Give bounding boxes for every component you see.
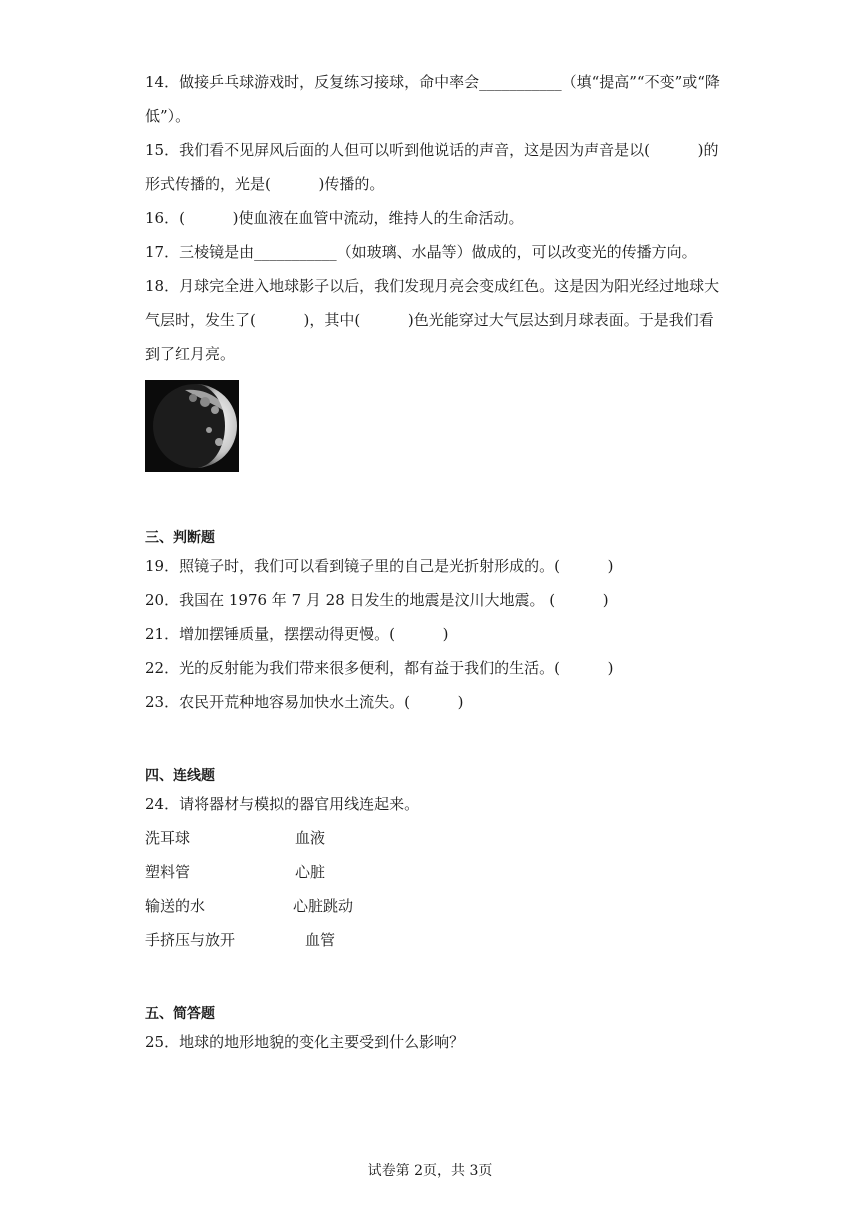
question-15-line2: 形式传播的，光是( )传播的。	[145, 175, 385, 193]
question-21: 21．增加摆锤质量，摆摆动得更慢。( )	[145, 625, 449, 643]
section-3-heading: 三、判断题	[145, 530, 215, 546]
match-right-item: 心脏	[295, 863, 326, 881]
match-right-item: 血管	[305, 931, 336, 949]
question-24: 24．请将器材与模拟的器官用线连起来。	[145, 795, 420, 813]
moon-image	[145, 380, 239, 472]
section-5-heading: 五、简答题	[145, 1006, 215, 1022]
match-right-item: 心脏跳动	[293, 897, 354, 915]
moon-icon	[145, 380, 239, 472]
match-left-item: 手挤压与放开	[145, 931, 236, 949]
question-16: 16．( )使血液在血管中流动，维持人的生命活动。	[145, 209, 524, 227]
question-18-line2: 气层时，发生了( )，其中( )色光能穿过大气层达到月球表面。于是我们看	[145, 311, 714, 329]
match-left-item: 输送的水	[145, 897, 206, 915]
section-4-heading: 四、连线题	[145, 768, 215, 784]
question-22: 22．光的反射能为我们带来很多便利，都有益于我们的生活。( )	[145, 659, 614, 677]
question-14-line1: 14．做接乒乓球游戏时，反复练习接球，命中率会___________（填“提高”“不变”或“降	[145, 73, 720, 91]
question-18-line3: 到了红月亮。	[145, 345, 236, 363]
question-14-line2: 低”）。	[145, 107, 191, 125]
question-19: 19．照镜子时，我们可以看到镜子里的自己是光折射形成的。( )	[145, 557, 614, 575]
question-17: 17．三棱镜是由___________（如玻璃、水晶等）做成的，可以改变光的传播方向。	[145, 243, 697, 261]
question-23: 23．农民开荒种地容易加快水土流失。( )	[145, 693, 464, 711]
question-15-line1: 15．我们看不见屏风后面的人但可以听到他说话的声音，这是因为声音是以( )的	[145, 141, 719, 159]
match-left-item: 塑料管	[145, 863, 191, 881]
match-right-item: 血液	[295, 829, 326, 847]
match-left-item: 洗耳球	[145, 829, 191, 847]
question-20: 20．我国在 1976 年 7 月 28 日发生的地震是汶川大地震。 ( )	[145, 591, 609, 609]
question-25: 25．地球的地形地貌的变化主要受到什么影响？	[145, 1033, 465, 1051]
question-18-line1: 18．月球完全进入地球影子以后，我们发现月亮会变成红色。这是因为阳光经过地球大	[145, 277, 720, 295]
page-footer: 试卷第 2页，共 3页	[367, 1163, 493, 1179]
